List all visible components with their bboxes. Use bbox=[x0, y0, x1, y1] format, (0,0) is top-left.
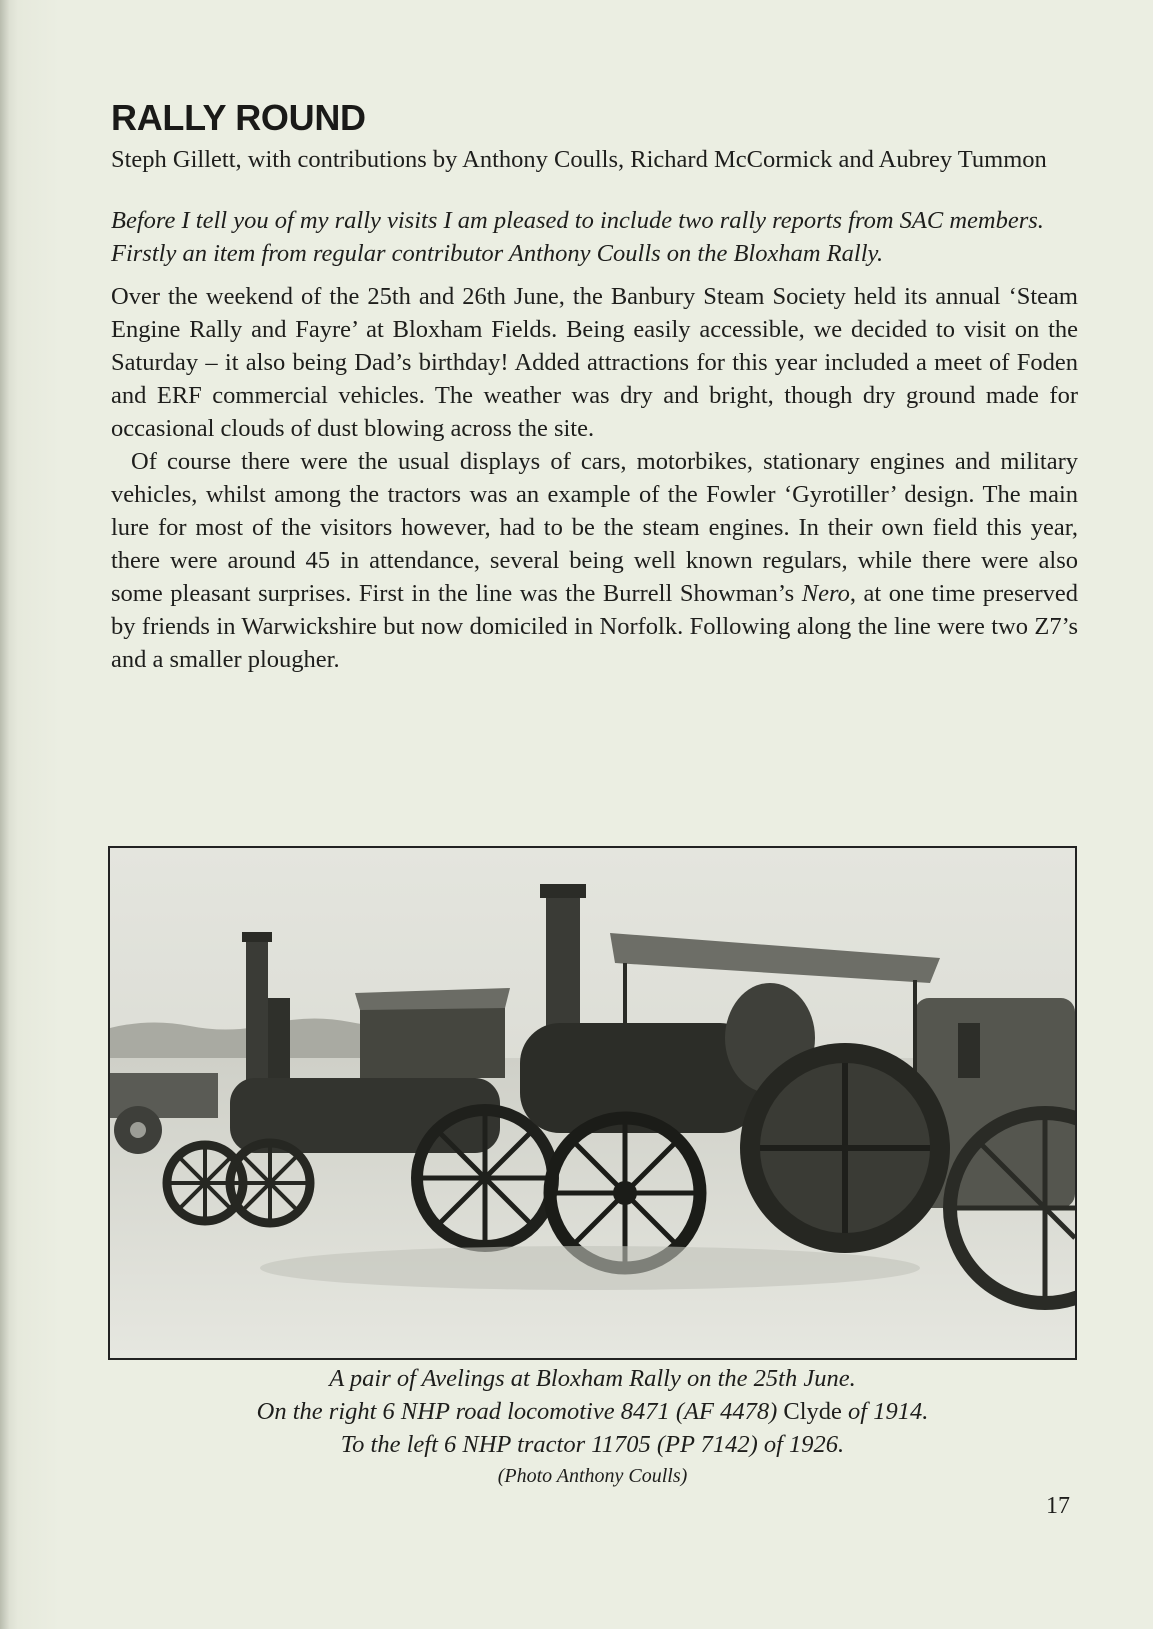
article-paragraph-1: Over the weekend of the 25th and 26th June, the Banbury Steam Society held its annual ‘Steam Engine Rally and Fayre’ at Bloxham Fields. Being easily accessible, we decided to visit on the Saturday – it also being Dad’s birthday! Added attractions for this year included a meet of Foden and ERF commercial vehicles. The weather was dry and bright, though dry ground made for occasional clouds of dust blowing across the site. bbox=[111, 283, 1078, 442]
caption-line-3: To the left 6 NHP tractor 11705 (PP 7142) of 1926. bbox=[340, 1431, 845, 1458]
page-number: 17 bbox=[1046, 1493, 1070, 1519]
caption-line-2-end: of 1914. bbox=[841, 1398, 929, 1425]
engine-name-clyde: Clyde bbox=[783, 1398, 842, 1425]
caption-line-2-start: On the right 6 NHP road locomotive 8471 (AF 4478) bbox=[256, 1398, 784, 1425]
caption-line-1: A pair of Avelings at Bloxham Rally on the 25th June. bbox=[329, 1365, 856, 1392]
photo-credit: (Photo Anthony Coulls) bbox=[497, 1465, 688, 1487]
photo-steam-engines bbox=[108, 846, 1077, 1360]
engine-name-nero: Nero bbox=[801, 580, 850, 607]
binding-gutter bbox=[0, 0, 10, 1629]
photo-caption bbox=[108, 1362, 1077, 1491]
paragraph-2-text-end: , at one time preserved by friends in Warwickshire but now domiciled in Norfolk. Following along the line were two Z7’s and a smaller plougher. bbox=[111, 580, 1078, 673]
article bbox=[111, 97, 1078, 676]
article-title: RALLY ROUND bbox=[111, 97, 366, 138]
article-byline: Steph Gillett, with contributions by Anthony Coulls, Richard McCormick and Aubrey Tummon bbox=[111, 146, 1047, 173]
paragraph-2-text-start: Of course there were the usual displays of cars, motorbikes, stationary engines and military vehicles, whilst among the tractors was an example of the Fowler ‘Gyrotiller’ design. The main lure for most of the visitors however, had to be the steam engines. In their own field this year, there were around 45 in attendance, several being well known regulars, while there were also some pleasant surprises. First in the line was the Burrell Showman’s bbox=[111, 448, 1078, 607]
photo-illustration bbox=[110, 848, 1075, 1358]
article-paragraph-2 bbox=[111, 445, 1078, 676]
caption-line-2 bbox=[108, 1395, 1077, 1428]
article-intro: Before I tell you of my rally visits I am pleased to include two rally reports from SAC members. Firstly an item from regular contributor Anthony Coulls on the Bloxham Rally. bbox=[111, 207, 1044, 267]
